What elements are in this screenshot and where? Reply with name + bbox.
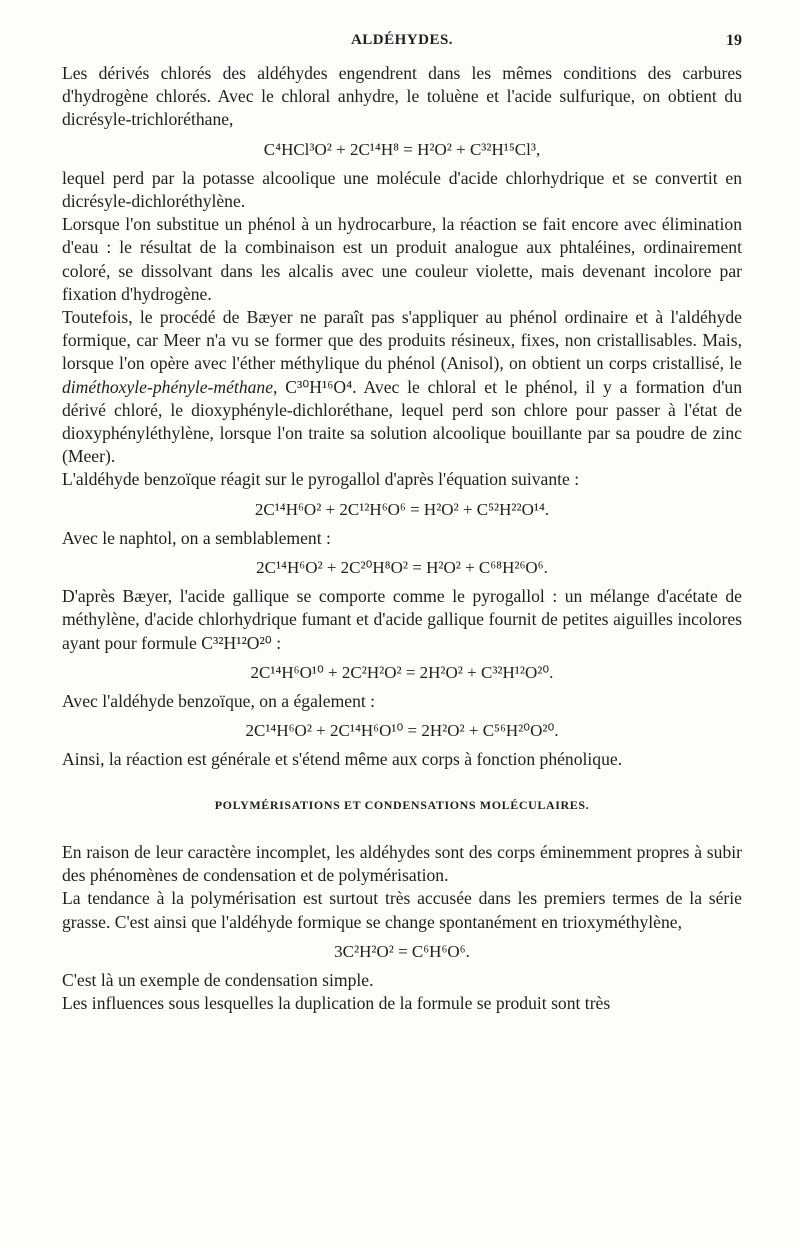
formula: 2C¹⁴H⁶O¹⁰ + 2C²H²O² = 2H²O² + C³²H¹²O²⁰. [250,662,554,682]
paragraph: Les influences sous lesquelles la duplication de la formule se produit sont très [62,993,611,1014]
paragraph-text: , C³⁰H¹⁶O⁴. Avec le chloral et le phénol, il y a formation d'un dérivé chloré, le dioxyphényle-dichloréthane, lequel perd son chlore pour passer à l'état de dioxyphényléthylène, lorsque l'on traite sa solution alcoolique bouillante par sa poudre de zinc (Meer). [62,376,742,467]
paragraph: Avec le naphtol, on a semblablement : [62,527,331,548]
paragraph-text: Toutefois, le procédé de Bæyer ne paraît pas s'appliquer au phénol ordinaire et à l'aldéhyde formique, car Meer n'a vu se former que des produits résineux, fixes, non cristallisables. Mais, lorsque l'on opère avec l'éther méthylique du phénol (Anisol), on obtient un corps cristallisé, le [62,307,742,374]
compound-name-italic: diméthoxyle-phényle-méthane [62,376,274,397]
paragraph [62,306,742,468]
paragraph: La tendance à la polymérisation est surtout très accusée dans les premiers termes de la série grasse. C'est ainsi que l'aldéhyde formique se change spontanément en trioxyméthylène, [62,888,742,932]
running-title: ALDÉHYDES. [350,32,454,48]
paragraph: En raison de leur caractère incomplet, les aldéhydes sont des corps éminemment propres à subir des phénomènes de condensation et de polymérisation. [62,841,742,886]
section-heading: POLYMÉRISATIONS ET CONDENSATIONS MOLÉCULAIRES. [214,797,590,812]
page-number: 19 [726,32,742,49]
formula: 2C¹⁴H⁶O² + 2C¹⁴H⁶O¹⁰ = 2H²O² + C⁵⁶H²⁰O²⁰. [245,721,559,741]
paragraph: C'est là un exemple de condensation simple. [62,969,374,990]
paragraph: lequel perd par la potasse alcoolique une molécule d'acide chlorhydrique et se convertit en dicrésyle-dichloréthylène. [62,167,742,212]
paragraph: Avec l'aldéhyde benzoïque, on a également : [62,691,376,712]
paragraph: Les dérivés chlorés des aldéhydes engendrent dans les mêmes conditions des carbures d'hydrogène chlorés. Avec le chloral anhydre, le toluène et l'acide sulfurique, on obtient du dicrésyle-trichloréthane, [62,63,742,130]
paragraph: Ainsi, la réaction est générale et s'étend même aux corps à fonction phénolique. [62,749,623,770]
formula: C⁴HCl³O² + 2C¹⁴H⁸ = H²O² + C³²H¹⁵Cl³, [263,139,541,159]
paragraph: D'après Bæyer, l'acide gallique se comporte comme le pyrogallol : un mélange d'acétate de méthylène, d'acide chlorhydrique fumant et d'acide gallique fournit de petites aiguilles incolores ayant pour formule C³²H¹²O²⁰ : [62,586,742,653]
formula: 2C¹⁴H⁶O² + 2C²⁰H⁸O² = H²O² + C⁶⁸H²⁶O⁶. [256,558,548,578]
paragraph: L'aldéhyde benzoïque réagit sur le pyrogallol d'après l'équation suivante : [62,469,580,490]
formula: 2C¹⁴H⁶O² + 2C¹²H⁶O⁶ = H²O² + C⁵²H²²O¹⁴. [254,499,550,519]
paragraph: Lorsque l'on substitue un phénol à un hydrocarbure, la réaction se fait encore avec élimination d'eau : le résultat de la combinaison est un produit analogue aux phtaléines, ordinairement coloré, se dissolvant dans les alcalis avec une couleur violette, mais devenant incolore par fixation d'hydrogène. [62,214,742,304]
formula: 3C²H²O² = C⁶H⁶O⁶. [334,941,470,961]
page-header [62,32,742,56]
page-body [62,62,742,1015]
